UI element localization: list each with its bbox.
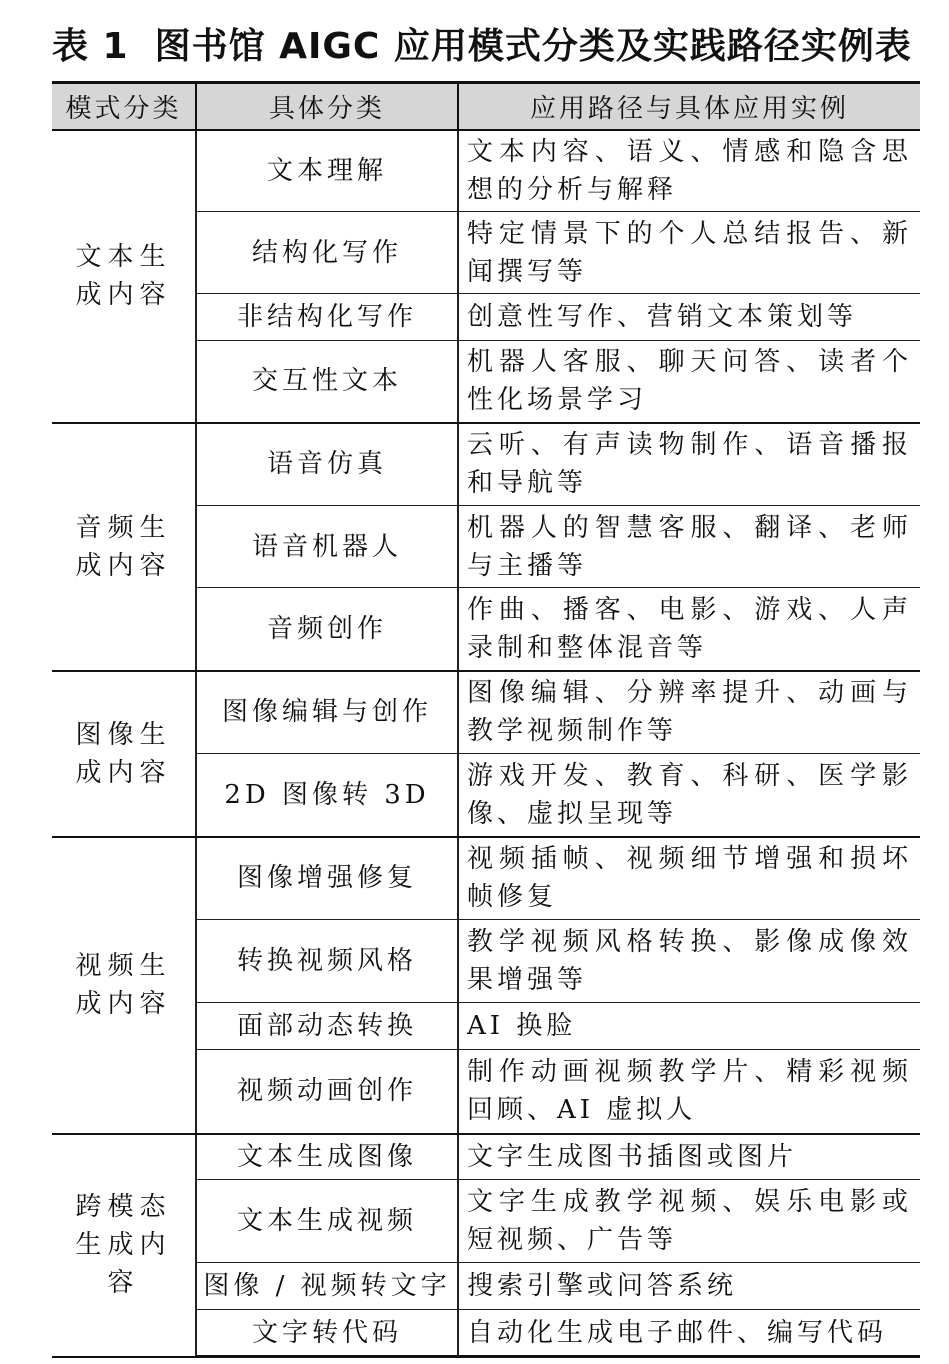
application-cell: 教学视频风格转换、影像成像效果增强等 [458, 920, 920, 1003]
application-cell: 作曲、播客、电影、游戏、人声录制和整体混音等 [458, 588, 920, 671]
category-cell: 文字转代码 [196, 1310, 458, 1357]
mode-cell-video: 视频生成内容 [52, 837, 196, 1134]
application-cell: 特定情景下的个人总结报告、新闻撰写等 [458, 212, 920, 294]
category-cell: 音频创作 [196, 588, 458, 671]
category-cell: 文本理解 [196, 130, 458, 212]
category-cell: 面部动态转换 [196, 1003, 458, 1050]
application-cell: 图像编辑、分辨率提升、动画与教学视频制作等 [458, 671, 920, 754]
application-cell: 搜索引擎或问答系统 [458, 1263, 920, 1310]
category-cell: 结构化写作 [196, 212, 458, 294]
category-cell: 图像编辑与创作 [196, 671, 458, 754]
category-cell: 图像增强修复 [196, 837, 458, 920]
header-category: 具体分类 [196, 83, 458, 130]
application-cell: 云听、有声读物制作、语音播报和导航等 [458, 423, 920, 506]
category-cell: 语音机器人 [196, 506, 458, 588]
category-cell: 图像 / 视频转文字 [196, 1263, 458, 1310]
application-cell: 机器人的智慧客服、翻译、老师与主播等 [458, 506, 920, 588]
table-number: 表 1 [52, 26, 129, 67]
aigc-mode-table [52, 81, 920, 1358]
category-cell: 交互性文本 [196, 341, 458, 423]
table-title: 图书馆 AIGC 应用模式分类及实践路径实例表 [154, 26, 912, 67]
table-row [52, 1134, 920, 1180]
category-cell: 转换视频风格 [196, 920, 458, 1003]
mode-cell-text: 文本生成内容 [52, 130, 196, 423]
category-cell: 文本生成视频 [196, 1180, 458, 1263]
table-row [52, 423, 920, 506]
application-cell: 自动化生成电子邮件、编写代码 [458, 1310, 920, 1357]
application-cell: 制作动画视频教学片、精彩视频回顾、AI 虚拟人 [458, 1050, 920, 1134]
table-row [52, 671, 920, 754]
header-application: 应用路径与具体应用实例 [458, 83, 920, 130]
header-mode: 模式分类 [52, 83, 196, 130]
application-cell: 文字生成图书插图或图片 [458, 1134, 920, 1180]
category-cell: 2D 图像转 3D [196, 754, 458, 837]
table-row [52, 837, 920, 920]
mode-cell-crossmodal: 跨模态生成内容 [52, 1134, 196, 1357]
table-caption [52, 22, 932, 72]
category-cell: 文本生成图像 [196, 1134, 458, 1180]
table-row [52, 130, 920, 212]
application-cell: 创意性写作、营销文本策划等 [458, 294, 920, 341]
application-cell: AI 换脸 [458, 1003, 920, 1050]
application-cell: 文本内容、语义、情感和隐含思想的分析与解释 [458, 130, 920, 212]
application-cell: 文字生成教学视频、娱乐电影或短视频、广告等 [458, 1180, 920, 1263]
category-cell: 视频动画创作 [196, 1050, 458, 1134]
application-cell: 视频插帧、视频细节增强和损坏帧修复 [458, 837, 920, 920]
category-cell: 语音仿真 [196, 423, 458, 506]
application-cell: 游戏开发、教育、科研、医学影像、虚拟呈现等 [458, 754, 920, 837]
mode-cell-image: 图像生成内容 [52, 671, 196, 837]
application-cell: 机器人客服、聊天问答、读者个性化场景学习 [458, 341, 920, 423]
category-cell: 非结构化写作 [196, 294, 458, 341]
header-row [52, 83, 920, 130]
mode-cell-audio: 音频生成内容 [52, 423, 196, 671]
